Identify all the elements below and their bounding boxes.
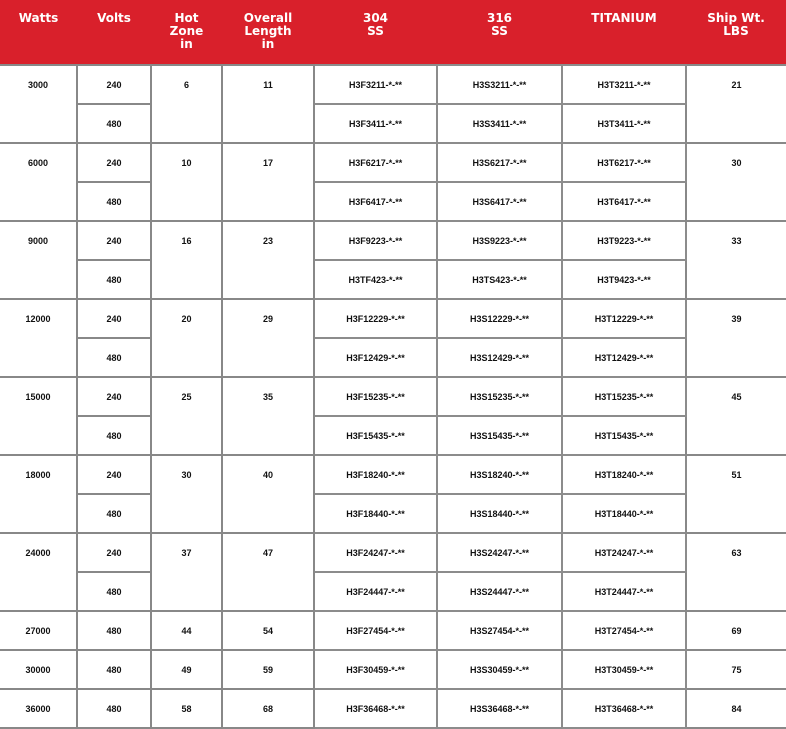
- part-titanium-cell: H3T18240-*-**: [562, 455, 686, 494]
- table-row: [0, 299, 786, 338]
- table-row: [0, 455, 786, 494]
- watts-cell: 9000: [0, 221, 77, 299]
- volts-cell: 480: [77, 650, 151, 689]
- table-row: [0, 65, 786, 104]
- part-304-ss-cell: H3F27454-*-**: [314, 611, 437, 650]
- volts-cell: 240: [77, 533, 151, 572]
- part-316-ss-cell: H3S12429-*-**: [437, 338, 562, 377]
- hot-zone-cell: 30: [151, 455, 222, 533]
- part-304-ss-cell: H3F15235-*-**: [314, 377, 437, 416]
- header-316-ss: 316 SS: [437, 0, 562, 65]
- watts-cell: 36000: [0, 689, 77, 728]
- part-titanium-cell: H3T36468-*-**: [562, 689, 686, 728]
- part-titanium-cell: H3T12229-*-**: [562, 299, 686, 338]
- hot-zone-cell: 37: [151, 533, 222, 611]
- hot-zone-cell: 25: [151, 377, 222, 455]
- part-titanium-cell: H3T3411-*-**: [562, 104, 686, 143]
- watts-cell: 12000: [0, 299, 77, 377]
- part-316-ss-cell: H3S18240-*-**: [437, 455, 562, 494]
- part-316-ss-cell: H3S24247-*-**: [437, 533, 562, 572]
- overall-length-cell: 17: [222, 143, 314, 221]
- part-titanium-cell: H3T18440-*-**: [562, 494, 686, 533]
- table-row: [0, 143, 786, 182]
- part-304-ss-cell: H3F24447-*-**: [314, 572, 437, 611]
- ship-weight-cell: 51: [686, 455, 786, 533]
- part-304-ss-cell: H3F18440-*-**: [314, 494, 437, 533]
- table-row: [0, 377, 786, 416]
- ship-weight-cell: 33: [686, 221, 786, 299]
- part-titanium-cell: H3T27454-*-**: [562, 611, 686, 650]
- part-titanium-cell: H3T15235-*-**: [562, 377, 686, 416]
- table-row: [0, 416, 786, 455]
- overall-length-cell: 29: [222, 299, 314, 377]
- header-watts: Watts: [0, 0, 77, 65]
- overall-length-cell: 54: [222, 611, 314, 650]
- part-304-ss-cell: H3F30459-*-**: [314, 650, 437, 689]
- ship-weight-cell: 69: [686, 611, 786, 650]
- part-titanium-cell: H3T9223-*-**: [562, 221, 686, 260]
- part-304-ss-cell: H3F3211-*-**: [314, 65, 437, 104]
- ship-weight-cell: 75: [686, 650, 786, 689]
- volts-cell: 480: [77, 104, 151, 143]
- ship-weight-cell: 39: [686, 299, 786, 377]
- part-titanium-cell: H3T6217-*-**: [562, 143, 686, 182]
- header-ship-weight: Ship Wt. LBS: [686, 0, 786, 65]
- hot-zone-cell: 58: [151, 689, 222, 728]
- part-316-ss-cell: H3S18440-*-**: [437, 494, 562, 533]
- volts-cell: 240: [77, 143, 151, 182]
- hot-zone-cell: 20: [151, 299, 222, 377]
- table-header: [0, 0, 786, 65]
- part-304-ss-cell: H3F12229-*-**: [314, 299, 437, 338]
- watts-cell: 18000: [0, 455, 77, 533]
- overall-length-cell: 11: [222, 65, 314, 143]
- table-row: [0, 572, 786, 611]
- volts-cell: 480: [77, 611, 151, 650]
- part-316-ss-cell: H3S12229-*-**: [437, 299, 562, 338]
- volts-cell: 480: [77, 338, 151, 377]
- table-row: [0, 221, 786, 260]
- table-row: [0, 533, 786, 572]
- overall-length-cell: 23: [222, 221, 314, 299]
- watts-cell: 27000: [0, 611, 77, 650]
- part-304-ss-cell: H3TF423-*-**: [314, 260, 437, 299]
- part-304-ss-cell: H3F36468-*-**: [314, 689, 437, 728]
- hot-zone-cell: 49: [151, 650, 222, 689]
- header-row: [0, 0, 786, 65]
- watts-cell: 30000: [0, 650, 77, 689]
- volts-cell: 480: [77, 494, 151, 533]
- part-304-ss-cell: H3F18240-*-**: [314, 455, 437, 494]
- volts-cell: 480: [77, 689, 151, 728]
- hot-zone-cell: 6: [151, 65, 222, 143]
- part-304-ss-cell: H3F12429-*-**: [314, 338, 437, 377]
- header-hot-zone: Hot Zone in: [151, 0, 222, 65]
- part-316-ss-cell: H3S6417-*-**: [437, 182, 562, 221]
- part-titanium-cell: H3T24447-*-**: [562, 572, 686, 611]
- hot-zone-cell: 44: [151, 611, 222, 650]
- part-titanium-cell: H3T3211-*-**: [562, 65, 686, 104]
- hot-zone-cell: 16: [151, 221, 222, 299]
- part-316-ss-cell: H3S3411-*-**: [437, 104, 562, 143]
- part-316-ss-cell: H3S3211-*-**: [437, 65, 562, 104]
- part-titanium-cell: H3T9423-*-**: [562, 260, 686, 299]
- part-316-ss-cell: H3S6217-*-**: [437, 143, 562, 182]
- overall-length-cell: 35: [222, 377, 314, 455]
- table-body: [0, 65, 786, 728]
- part-304-ss-cell: H3F24247-*-**: [314, 533, 437, 572]
- part-316-ss-cell: H3S30459-*-**: [437, 650, 562, 689]
- header-overall-length: Overall Length in: [222, 0, 314, 65]
- overall-length-cell: 68: [222, 689, 314, 728]
- volts-cell: 240: [77, 299, 151, 338]
- hot-zone-cell: 10: [151, 143, 222, 221]
- part-316-ss-cell: H3S9223-*-**: [437, 221, 562, 260]
- part-304-ss-cell: H3F6217-*-**: [314, 143, 437, 182]
- part-316-ss-cell: H3S27454-*-**: [437, 611, 562, 650]
- watts-cell: 24000: [0, 533, 77, 611]
- overall-length-cell: 59: [222, 650, 314, 689]
- table-row: [0, 611, 786, 650]
- table-row: [0, 182, 786, 221]
- table-row: [0, 650, 786, 689]
- table-row: [0, 338, 786, 377]
- ship-weight-cell: 84: [686, 689, 786, 728]
- part-316-ss-cell: H3S15435-*-**: [437, 416, 562, 455]
- ship-weight-cell: 30: [686, 143, 786, 221]
- part-titanium-cell: H3T15435-*-**: [562, 416, 686, 455]
- part-316-ss-cell: H3S15235-*-**: [437, 377, 562, 416]
- overall-length-cell: 47: [222, 533, 314, 611]
- part-304-ss-cell: H3F6417-*-**: [314, 182, 437, 221]
- volts-cell: 480: [77, 182, 151, 221]
- watts-cell: 6000: [0, 143, 77, 221]
- part-titanium-cell: H3T30459-*-**: [562, 650, 686, 689]
- part-titanium-cell: H3T12429-*-**: [562, 338, 686, 377]
- volts-cell: 240: [77, 65, 151, 104]
- watts-cell: 15000: [0, 377, 77, 455]
- ship-weight-cell: 45: [686, 377, 786, 455]
- part-316-ss-cell: H3S36468-*-**: [437, 689, 562, 728]
- part-304-ss-cell: H3F15435-*-**: [314, 416, 437, 455]
- volts-cell: 240: [77, 377, 151, 416]
- part-titanium-cell: H3T24247-*-**: [562, 533, 686, 572]
- volts-cell: 480: [77, 260, 151, 299]
- volts-cell: 480: [77, 416, 151, 455]
- header-titanium: TITANIUM: [562, 0, 686, 65]
- overall-length-cell: 40: [222, 455, 314, 533]
- part-304-ss-cell: H3F9223-*-**: [314, 221, 437, 260]
- header-304-ss: 304 SS: [314, 0, 437, 65]
- ship-weight-cell: 63: [686, 533, 786, 611]
- volts-cell: 240: [77, 455, 151, 494]
- ship-weight-cell: 21: [686, 65, 786, 143]
- table-row: [0, 494, 786, 533]
- table-row: [0, 104, 786, 143]
- header-volts: Volts: [77, 0, 151, 65]
- part-316-ss-cell: H3TS423-*-**: [437, 260, 562, 299]
- volts-cell: 480: [77, 572, 151, 611]
- volts-cell: 240: [77, 221, 151, 260]
- table-row: [0, 260, 786, 299]
- part-304-ss-cell: H3F3411-*-**: [314, 104, 437, 143]
- watts-cell: 3000: [0, 65, 77, 143]
- part-titanium-cell: H3T6417-*-**: [562, 182, 686, 221]
- part-316-ss-cell: H3S24447-*-**: [437, 572, 562, 611]
